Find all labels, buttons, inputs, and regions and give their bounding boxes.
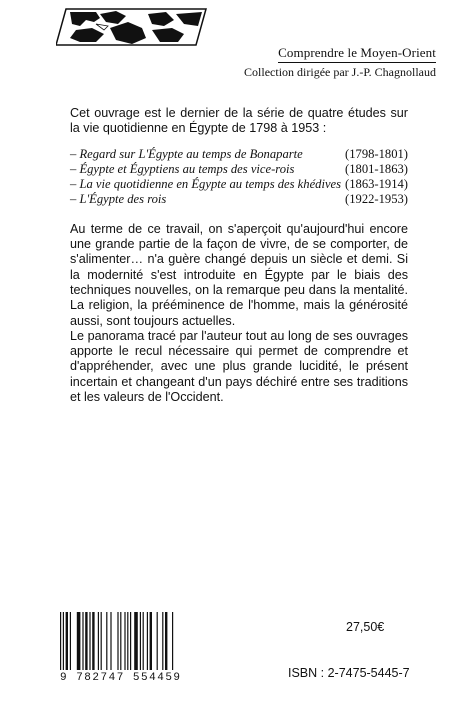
price-label: 27,50€ xyxy=(346,620,385,634)
collection-editor: Collection dirigée par J.-P. Chagnollaud xyxy=(244,65,436,79)
body-paragraph-2: Le panorama tracé par l'auteur tout au long de ses ouvrages apporte le recul nécessaire qui permet de comprendre et d'appréhender, avec une plus grande lucidité, le présent incertain et changeant d'un pays déchiré entre ses traditions et les valeurs de l'Occident. xyxy=(70,328,408,405)
barcode-bar xyxy=(150,612,152,670)
barcode-bar xyxy=(147,612,148,670)
book-years: (1801-1863) xyxy=(345,161,408,176)
book-title: – L'Égypte des rois xyxy=(70,192,167,207)
barcode-bar xyxy=(130,612,131,670)
barcode-bar xyxy=(110,612,111,670)
barcode-bar xyxy=(60,612,61,670)
book-title: – La vie quotidienne en Égypte au temps des khédives xyxy=(70,177,342,192)
barcode-bar xyxy=(134,612,138,670)
intro-paragraph: Cet ouvrage est le dernier de la série de quatre études sur la vie quotidienne en Égypte de 1798 à 1953 : xyxy=(70,106,408,136)
barcode-bar xyxy=(101,612,102,670)
barcode-bar xyxy=(165,612,167,670)
book-series-list xyxy=(70,147,408,208)
barcode-bar xyxy=(124,612,125,670)
back-cover-text xyxy=(70,106,408,405)
list-item xyxy=(70,177,408,192)
barcode-bar xyxy=(63,612,64,670)
barcode-number: 9 782747 554459 xyxy=(60,672,182,684)
barcode-bar xyxy=(162,612,163,670)
barcode-bar xyxy=(106,612,107,670)
series-logo-map xyxy=(56,8,208,46)
barcode-bar xyxy=(117,612,118,670)
barcode-bar xyxy=(89,612,90,670)
barcode-bar xyxy=(85,612,87,670)
barcode-bar xyxy=(66,612,68,670)
body-paragraph-1: Au terme de ce travail, on s'aperçoit qu'aujourd'hui encore une grande partie de la façon de vivre, de se comporter, de s'alimenter… n'a guère changé depuis un siècle et demi. Si la modernité s'est introduite en Égypte par le biais des techniques nouvelles, on la remarque peu dans la mentalité. La religion, la prééminence de l'homme, mais la générosité aussi, sont toujours actuelles. xyxy=(70,221,408,328)
list-item xyxy=(70,147,408,162)
book-title: – Égypte et Égyptiens au temps des vice-rois xyxy=(70,161,295,176)
barcode-bar xyxy=(120,612,121,670)
list-item xyxy=(70,192,408,207)
barcode-bar xyxy=(172,612,173,670)
barcode-bar xyxy=(127,612,128,670)
barcode-bar xyxy=(157,612,158,670)
ean-barcode xyxy=(60,612,230,670)
book-title: – Regard sur L'Égypte au temps de Bonaparte xyxy=(70,146,303,161)
book-years: (1922-1953) xyxy=(345,192,408,207)
barcode-bar xyxy=(70,612,71,670)
barcode-bar xyxy=(98,612,99,670)
barcode-bar xyxy=(140,612,141,670)
barcode-bar xyxy=(82,612,83,670)
barcode-bar xyxy=(77,612,81,670)
barcode-bar xyxy=(143,612,144,670)
header-divider xyxy=(278,62,436,63)
isbn-label: ISBN : 2-7475-5445-7 xyxy=(288,666,410,680)
list-item xyxy=(70,162,408,177)
book-years: (1798-1801) xyxy=(345,146,408,161)
series-title: Comprendre le Moyen-Orient xyxy=(278,45,436,60)
barcode-bar xyxy=(92,612,94,670)
book-years: (1863-1914) xyxy=(345,177,408,192)
